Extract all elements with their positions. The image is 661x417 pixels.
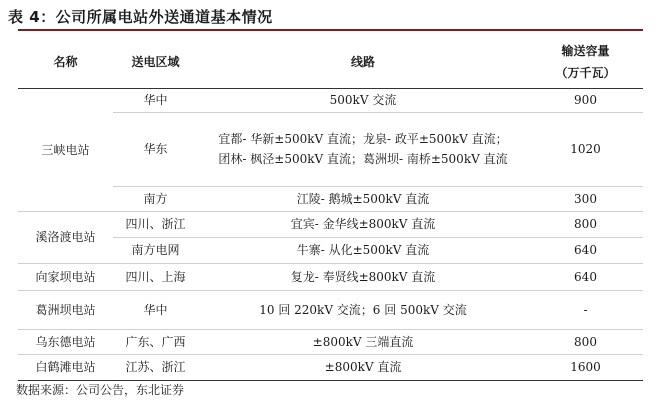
route-cell: 复龙- 奉贤线±800kV 直流	[198, 263, 528, 290]
capacity-cell: 300	[528, 186, 643, 211]
capacity-cell: 800	[528, 329, 643, 354]
region-cell: 南方	[113, 186, 198, 211]
header-capacity-line2: （万千瓦）	[555, 65, 616, 80]
capacity-cell: 900	[528, 88, 643, 112]
station-cell: 三峡电站	[18, 88, 113, 211]
header-capacity	[528, 36, 643, 88]
route-cell	[198, 112, 528, 186]
station-cell: 乌东德电站	[18, 329, 113, 354]
region-cell: 华中	[113, 88, 198, 112]
region-cell: 四川、上海	[113, 263, 198, 290]
table-row	[18, 290, 643, 329]
route-line: 团林- 枫泾±500kV 直流；葛洲坝- 南桥±500kV 直流	[218, 152, 508, 166]
header-capacity-line1: 输送容量	[561, 43, 610, 58]
capacity-cell: -	[528, 290, 643, 329]
route-cell: ±800kV 直流	[198, 354, 528, 380]
table-row	[18, 211, 643, 237]
station-cell: 溪洛渡电站	[18, 211, 113, 263]
capacity-cell: 640	[528, 263, 643, 290]
region-cell: 华东	[113, 112, 198, 186]
capacity-cell: 640	[528, 237, 643, 263]
capacity-cell: 1600	[528, 354, 643, 380]
route-cell: 牛寨- 从化±500kV 直流	[198, 237, 528, 263]
region-cell: 南方电网	[113, 237, 198, 263]
route-cell: 500kV 交流	[198, 88, 528, 112]
table-row	[18, 263, 643, 290]
region-cell: 江苏、浙江	[113, 354, 198, 380]
route-cell: ±800kV 三端直流	[198, 329, 528, 354]
region-cell: 广东、广西	[113, 329, 198, 354]
table-row	[18, 329, 643, 354]
station-cell: 葛洲坝电站	[18, 290, 113, 329]
station-cell: 向家坝电站	[18, 263, 113, 290]
route-cell: 10 回 220kV 交流；6 回 500kV 交流	[198, 290, 528, 329]
header-region: 送电区域	[113, 36, 198, 88]
region-cell: 华中	[113, 290, 198, 329]
table-row	[18, 88, 643, 112]
header-route: 线路	[198, 36, 528, 88]
header-station: 名称	[18, 36, 113, 88]
transmission-channels-table	[18, 36, 643, 381]
route-line: 宜都- 华新±500kV 直流；龙泉- 政平±500kV 直流；	[218, 132, 508, 146]
station-cell: 白鹤滩电站	[18, 354, 113, 380]
data-source-note: 数据来源：公司公告，东北证券	[16, 383, 185, 397]
route-cell: 宜宾- 金华线±800kV 直流	[198, 211, 528, 237]
capacity-cell: 1020	[528, 112, 643, 186]
capacity-cell: 800	[528, 211, 643, 237]
table-title: 表 4：公司所属电站外送通道基本情况	[8, 8, 273, 26]
header-row	[18, 36, 643, 88]
table-row	[18, 354, 643, 380]
route-cell: 江陵- 鹅城±500kV 直流	[198, 186, 528, 211]
region-cell: 四川、浙江	[113, 211, 198, 237]
top-rule	[18, 29, 643, 31]
